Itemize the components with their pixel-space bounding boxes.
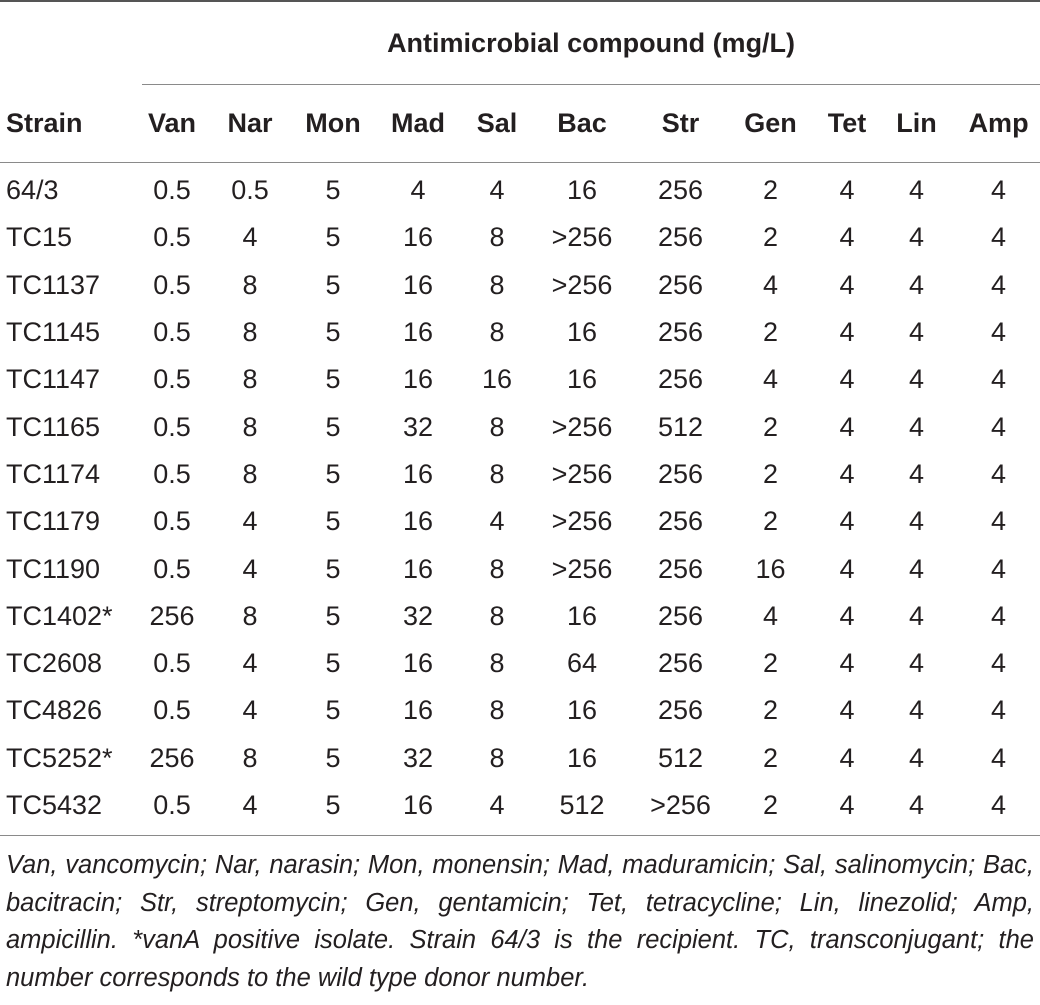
value-cell: 5 <box>325 364 341 395</box>
value-cell: 5 <box>298 782 368 836</box>
value-cell: 4 <box>242 648 258 679</box>
value-cell: 2 <box>762 411 779 442</box>
value-cell: 0.5 <box>153 317 191 348</box>
value-cell: 256 <box>657 222 704 253</box>
value-cell: 4 <box>957 782 1040 836</box>
value-cell: 16 <box>566 600 598 631</box>
value-cell: 4 <box>991 553 1007 584</box>
table-row <box>0 451 1040 498</box>
strain-cell: TC15 <box>6 222 73 253</box>
value-cell: 512 <box>657 411 704 442</box>
value-cell: 16 <box>402 317 434 348</box>
value-cell: 256 <box>657 317 704 348</box>
value-cell: >256 <box>551 269 613 300</box>
value-cell: 32 <box>402 742 434 773</box>
value-cell: 5 <box>325 742 341 773</box>
value-cell: 0.5 <box>153 458 191 489</box>
table-row <box>0 356 1040 403</box>
group-header-row <box>0 1 1040 85</box>
strain-cell: TC1165 <box>6 411 101 442</box>
value-cell: 8 <box>489 458 505 489</box>
value-cell: 256 <box>657 458 704 489</box>
value-cell: 0.5 <box>153 175 191 206</box>
value-cell: 8 <box>489 695 505 726</box>
value-cell: 4 <box>839 269 855 300</box>
value-cell: 8 <box>242 458 258 489</box>
table-row <box>0 735 1040 782</box>
value-cell: 5 <box>325 458 341 489</box>
value-cell: 4 <box>839 648 855 679</box>
value-cell: 512 <box>526 782 638 836</box>
column-header-van: Van <box>142 85 202 163</box>
value-cell: 4 <box>242 222 258 253</box>
value-cell: 4 <box>839 600 855 631</box>
value-cell: 256 <box>149 600 195 631</box>
column-header-mad: Mad <box>368 85 468 163</box>
value-cell: 256 <box>149 742 195 773</box>
value-cell: 4 <box>410 175 426 206</box>
strain-cell: 64/3 <box>6 175 59 206</box>
value-cell: 16 <box>402 553 434 584</box>
value-cell: 5 <box>325 506 341 537</box>
table-row <box>0 163 1040 215</box>
value-cell: 8 <box>489 411 505 442</box>
value-cell: 2 <box>723 782 818 836</box>
value-cell: 16 <box>566 317 598 348</box>
value-cell: 256 <box>657 695 704 726</box>
value-cell: 16 <box>368 782 468 836</box>
value-cell: 16 <box>402 506 434 537</box>
value-cell: 4 <box>242 553 258 584</box>
value-cell: 4 <box>991 317 1007 348</box>
value-cell: 4 <box>991 648 1007 679</box>
column-header-mon: Mon <box>298 85 368 163</box>
value-cell: 4 <box>839 695 855 726</box>
value-cell: 4 <box>242 695 258 726</box>
strain-cell: TC1174 <box>6 458 101 489</box>
group-header-spacer <box>0 1 142 85</box>
value-cell: 5 <box>325 222 341 253</box>
value-cell: 256 <box>657 364 704 395</box>
table-row <box>0 640 1040 687</box>
value-cell: 4 <box>908 458 925 489</box>
column-header-bac: Bac <box>526 85 638 163</box>
value-cell: 4 <box>991 600 1007 631</box>
value-cell: 4 <box>876 782 957 836</box>
value-cell: 256 <box>657 648 704 679</box>
column-header-nar: Nar <box>202 85 298 163</box>
value-cell: 4 <box>202 782 298 836</box>
value-cell: 0.5 <box>153 506 191 537</box>
column-header-str: Str <box>638 85 723 163</box>
value-cell: 32 <box>402 600 434 631</box>
value-cell: 8 <box>489 317 505 348</box>
value-cell: 4 <box>762 364 779 395</box>
value-cell: 5 <box>325 411 341 442</box>
value-cell: 2 <box>762 458 779 489</box>
table-row <box>0 593 1040 640</box>
value-cell: 4 <box>762 600 779 631</box>
value-cell: 4 <box>991 506 1007 537</box>
value-cell: 2 <box>762 175 779 206</box>
column-header-tet: Tet <box>818 85 876 163</box>
value-cell: 8 <box>242 317 258 348</box>
value-cell: 256 <box>657 553 704 584</box>
table-head <box>0 1 1040 163</box>
value-cell: 4 <box>839 458 855 489</box>
strain-cell: TC1402* <box>6 600 113 631</box>
value-cell: 5 <box>325 648 341 679</box>
value-cell: 4 <box>991 695 1007 726</box>
column-header-lin: Lin <box>876 85 957 163</box>
value-cell: 4 <box>991 175 1007 206</box>
value-cell: 4 <box>908 411 925 442</box>
strain-cell: TC1147 <box>6 364 101 395</box>
value-cell: 2 <box>762 695 779 726</box>
value-cell: 4 <box>839 742 855 773</box>
value-cell: >256 <box>551 222 613 253</box>
value-cell: 4 <box>991 364 1007 395</box>
group-header: Antimicrobial compound (mg/L) <box>142 1 1040 85</box>
value-cell: 4 <box>991 458 1007 489</box>
strain-cell: TC1137 <box>6 269 101 300</box>
table-footnote: Van, vancomycin; Nar, narasin; Mon, monensin; Mad, maduramicin; Sal, salinomycin; Bac, bacitracin; Str, streptomycin; Gen, gentamicin; Tet, tetracycline; Lin, linezolid; Amp, ampicillin. *vanA positive isolate. Strain 64/3 is the recipient. TC, transconjugant; the number corresponds to the wild type donor number. <box>6 851 1034 992</box>
table-row <box>0 214 1040 261</box>
value-cell: 8 <box>489 742 505 773</box>
value-cell: 16 <box>566 175 598 206</box>
value-cell: >256 <box>638 782 723 836</box>
value-cell: 0.5 <box>153 269 191 300</box>
value-cell: 0.5 <box>142 782 202 836</box>
value-cell: 4 <box>908 317 925 348</box>
value-cell: 0.5 <box>153 648 191 679</box>
value-cell: 4 <box>242 506 258 537</box>
value-cell: 8 <box>242 411 258 442</box>
strain-cell: TC1145 <box>6 317 101 348</box>
strain-cell: TC5252* <box>6 742 113 773</box>
value-cell: 16 <box>402 695 434 726</box>
value-cell: 16 <box>481 364 513 395</box>
table-row <box>0 498 1040 545</box>
value-cell: 8 <box>242 364 258 395</box>
value-cell: 4 <box>489 175 505 206</box>
value-cell: 4 <box>818 782 876 836</box>
strain-cell: TC2608 <box>6 648 103 679</box>
table-row <box>0 309 1040 356</box>
value-cell: 4 <box>908 506 925 537</box>
value-cell: 16 <box>755 553 786 584</box>
value-cell: 8 <box>489 600 505 631</box>
value-cell: 256 <box>657 175 704 206</box>
value-cell: 4 <box>839 222 855 253</box>
value-cell: 4 <box>908 648 925 679</box>
value-cell: 0.5 <box>153 695 191 726</box>
value-cell: 256 <box>657 506 704 537</box>
value-cell: 256 <box>657 600 704 631</box>
value-cell: 4 <box>839 317 855 348</box>
strain-cell: TC5432 <box>0 782 142 836</box>
value-cell: 8 <box>242 269 258 300</box>
value-cell: 512 <box>657 742 704 773</box>
table-row <box>0 782 1040 836</box>
value-cell: 16 <box>566 742 598 773</box>
value-cell: 4 <box>991 742 1007 773</box>
table-row <box>0 687 1040 734</box>
value-cell: 16 <box>402 458 434 489</box>
column-header-strain: Strain <box>0 85 142 163</box>
value-cell: 5 <box>325 317 341 348</box>
value-cell: 2 <box>762 648 779 679</box>
strain-cell: TC4826 <box>6 695 103 726</box>
value-cell: 8 <box>489 553 505 584</box>
table-row <box>0 545 1040 592</box>
value-cell: 16 <box>402 364 434 395</box>
value-cell: 4 <box>908 742 925 773</box>
value-cell: 16 <box>402 269 434 300</box>
strain-cell: TC1179 <box>6 506 101 537</box>
value-cell: 0.5 <box>153 553 191 584</box>
value-cell: 4 <box>991 269 1007 300</box>
value-cell: 64 <box>566 648 598 679</box>
value-cell: 5 <box>325 695 341 726</box>
value-cell: 8 <box>242 600 258 631</box>
value-cell: 0.5 <box>231 175 269 206</box>
value-cell: 4 <box>839 553 855 584</box>
value-cell: 16 <box>402 222 434 253</box>
value-cell: 4 <box>908 695 925 726</box>
value-cell: 4 <box>908 269 925 300</box>
value-cell: 4 <box>908 222 925 253</box>
value-cell: 2 <box>762 506 779 537</box>
value-cell: 4 <box>908 364 925 395</box>
table-row <box>0 403 1040 450</box>
value-cell: >256 <box>551 458 613 489</box>
value-cell: 0.5 <box>153 411 191 442</box>
value-cell: 32 <box>402 411 434 442</box>
value-cell: 0.5 <box>153 222 191 253</box>
value-cell: 5 <box>325 269 341 300</box>
table-row <box>0 262 1040 309</box>
value-cell: >256 <box>551 553 613 584</box>
column-header-row <box>0 85 1040 163</box>
value-cell: 16 <box>566 364 598 395</box>
value-cell: 8 <box>242 742 258 773</box>
column-header-sal: Sal <box>468 85 526 163</box>
value-cell: 4 <box>839 175 855 206</box>
value-cell: 5 <box>325 553 341 584</box>
value-cell: 4 <box>839 411 855 442</box>
value-cell: 4 <box>991 222 1007 253</box>
value-cell: 4 <box>839 506 855 537</box>
value-cell: 5 <box>325 600 341 631</box>
value-cell: 8 <box>489 222 505 253</box>
value-cell: 16 <box>402 648 434 679</box>
value-cell: 2 <box>762 317 779 348</box>
value-cell: 4 <box>991 411 1007 442</box>
value-cell: 256 <box>657 269 704 300</box>
value-cell: 8 <box>489 648 505 679</box>
value-cell: 4 <box>839 364 855 395</box>
value-cell: 5 <box>325 175 341 206</box>
value-cell: 4 <box>908 175 925 206</box>
value-cell: 8 <box>489 269 505 300</box>
value-cell: 4 <box>489 506 505 537</box>
value-cell: >256 <box>551 411 613 442</box>
value-cell: 2 <box>762 742 779 773</box>
value-cell: 16 <box>566 695 598 726</box>
value-cell: 4 <box>908 600 925 631</box>
value-cell: 4 <box>468 782 526 836</box>
column-header-amp: Amp <box>957 85 1040 163</box>
column-header-gen: Gen <box>723 85 818 163</box>
value-cell: 4 <box>762 269 779 300</box>
value-cell: >256 <box>551 506 613 537</box>
strain-cell: TC1190 <box>6 553 101 584</box>
value-cell: 2 <box>762 222 779 253</box>
table-body <box>0 163 1040 836</box>
value-cell: 4 <box>908 553 925 584</box>
value-cell: 0.5 <box>153 364 191 395</box>
